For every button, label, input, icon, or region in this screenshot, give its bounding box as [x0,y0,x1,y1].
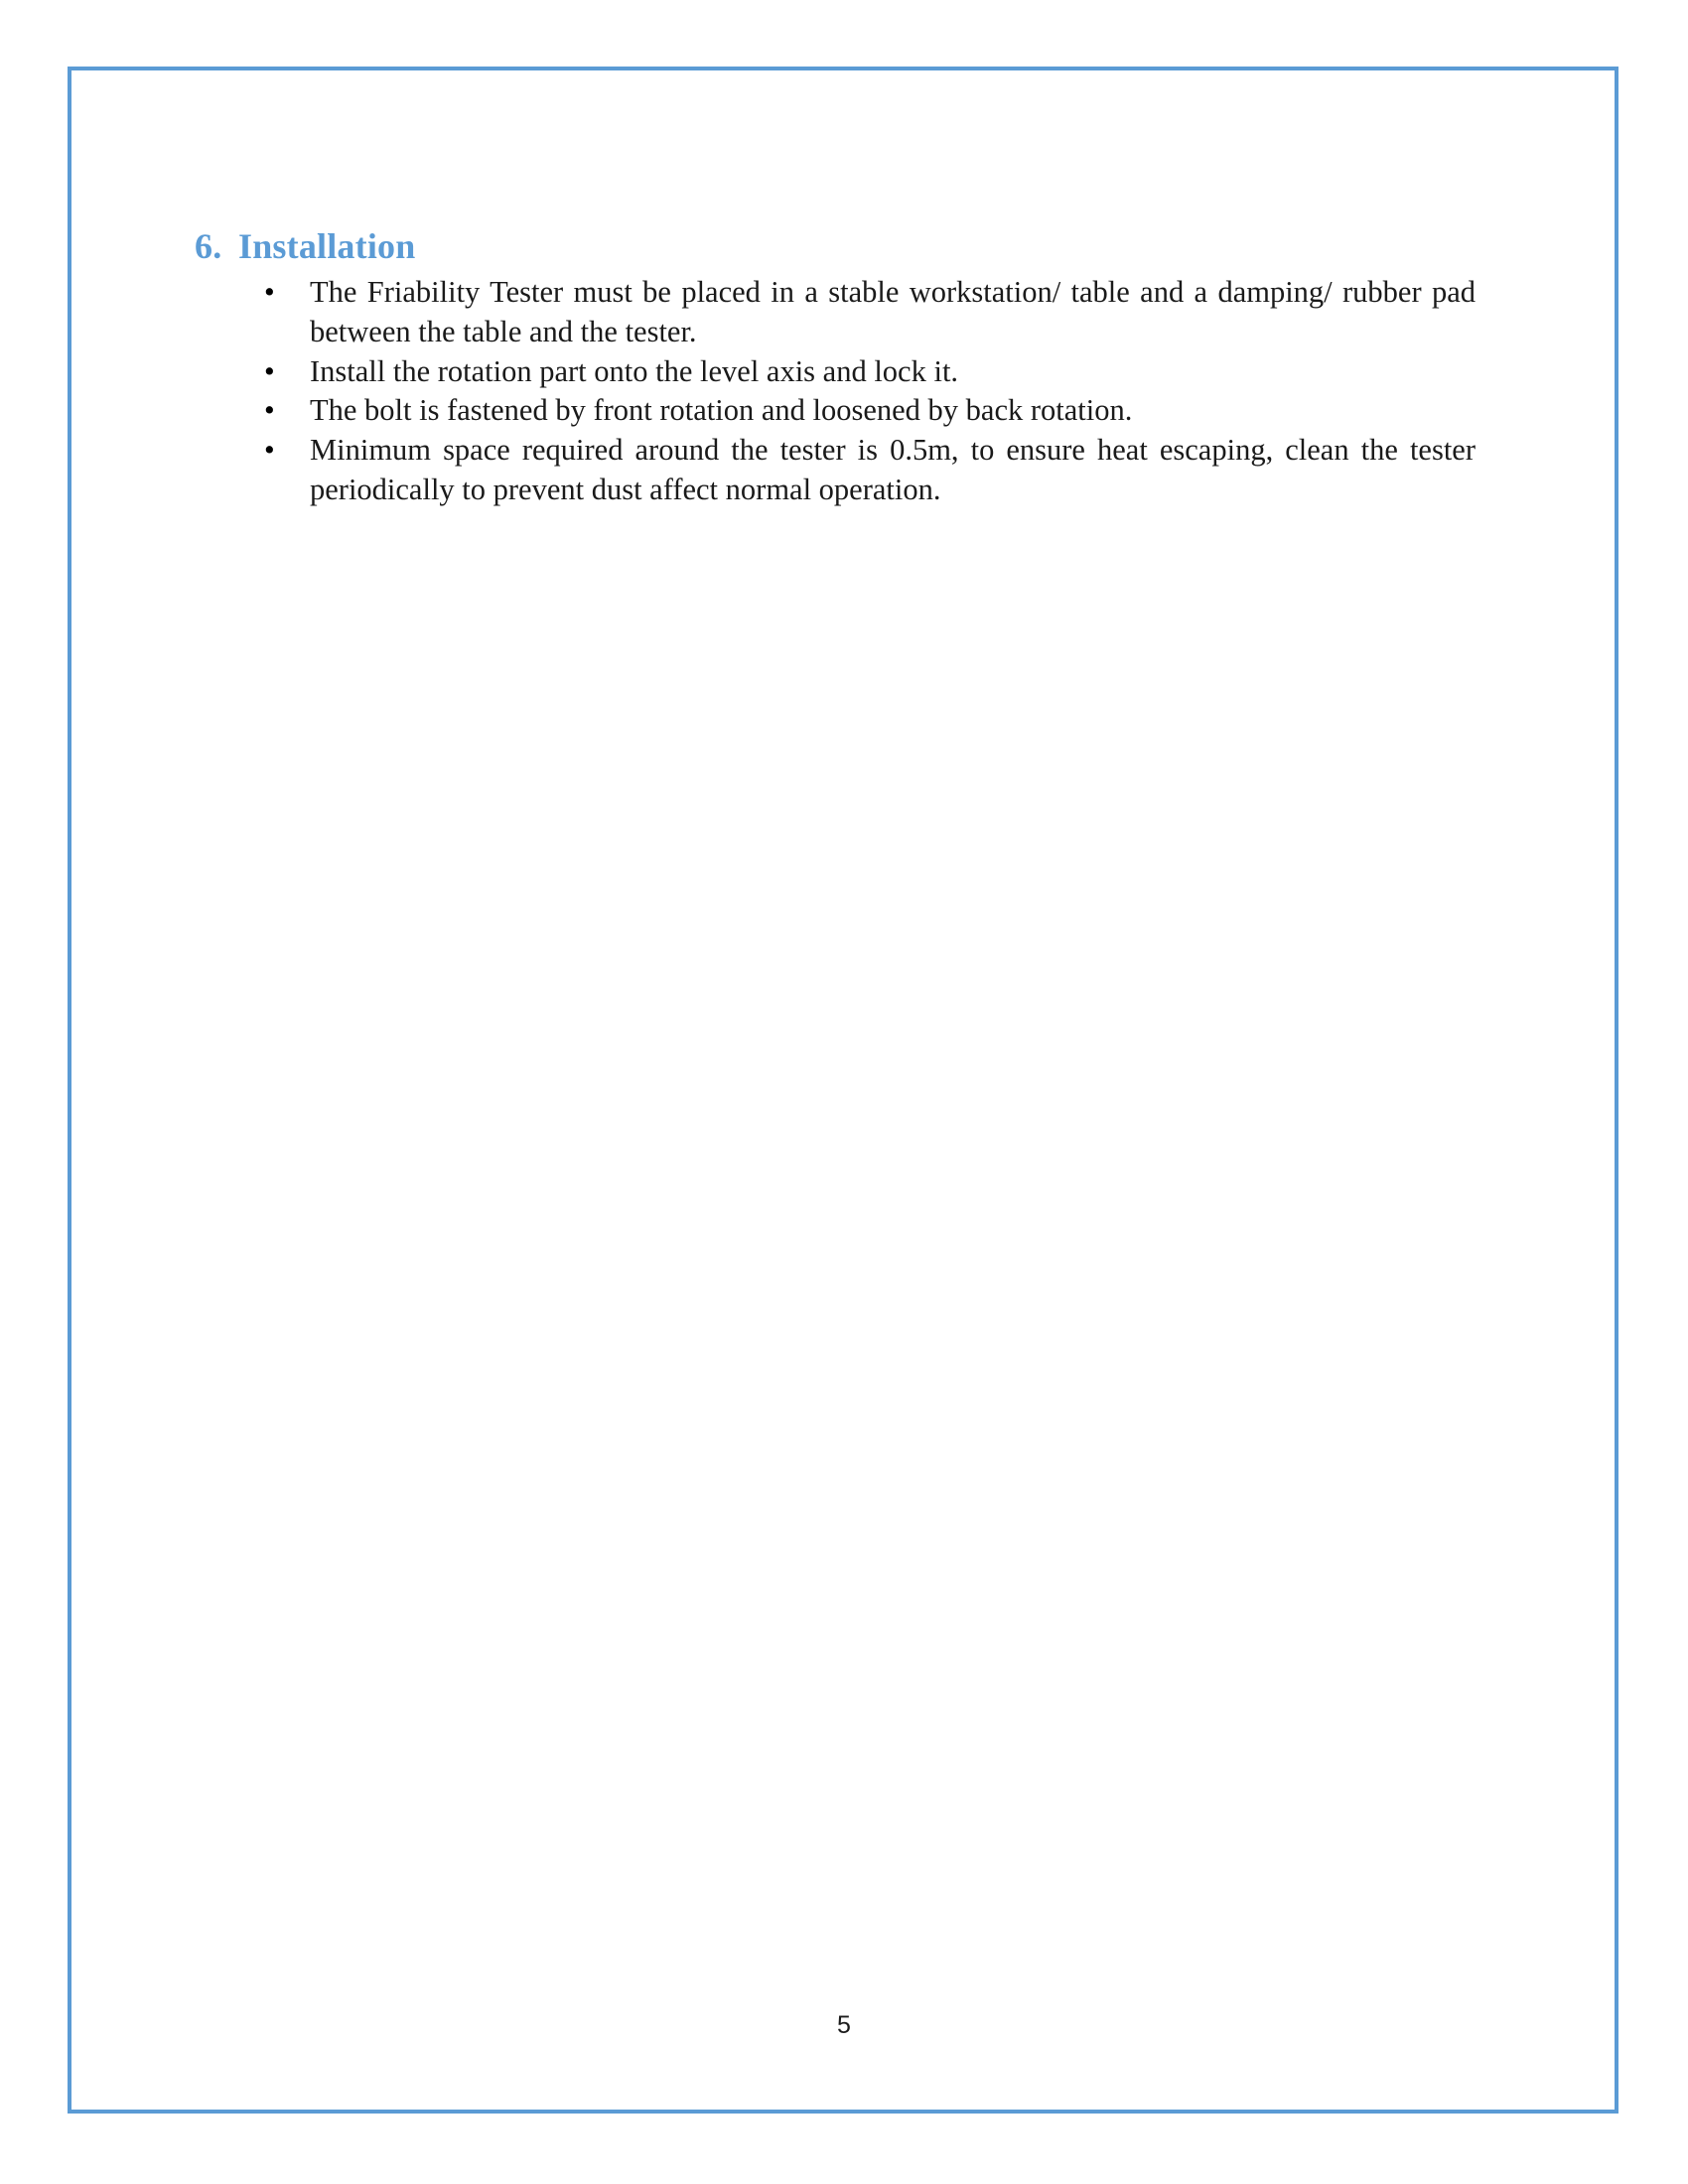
list-item-text: The bolt is fastened by front rotation and loosened by back rotation. [310,393,1133,428]
list-item-text: Minimum space required around the tester is 0.5m, to ensure heat escaping, clean the tester periodically to prevent dust affect normal operation. [310,432,1476,506]
list-item [195,391,1476,431]
bullet-icon: • [264,393,275,428]
section-title: Installation [238,226,416,266]
list-item [195,431,1476,509]
list-item [195,273,1476,351]
page-content [195,226,1476,509]
page-title [195,226,1476,267]
installation-bullet-list [195,273,1476,509]
bullet-icon: • [264,275,275,310]
bullet-icon: • [264,353,275,388]
list-item-text: The Friability Tester must be placed in a stable workstation/ table and a damping/ rubber pad between the table and the tester. [310,275,1476,349]
page-number: 5 [837,2011,851,2039]
section-number: 6. [195,226,222,266]
bullet-icon: • [264,432,275,467]
list-item-text: Install the rotation part onto the level axis and lock it. [310,353,959,388]
list-item [195,352,1476,392]
